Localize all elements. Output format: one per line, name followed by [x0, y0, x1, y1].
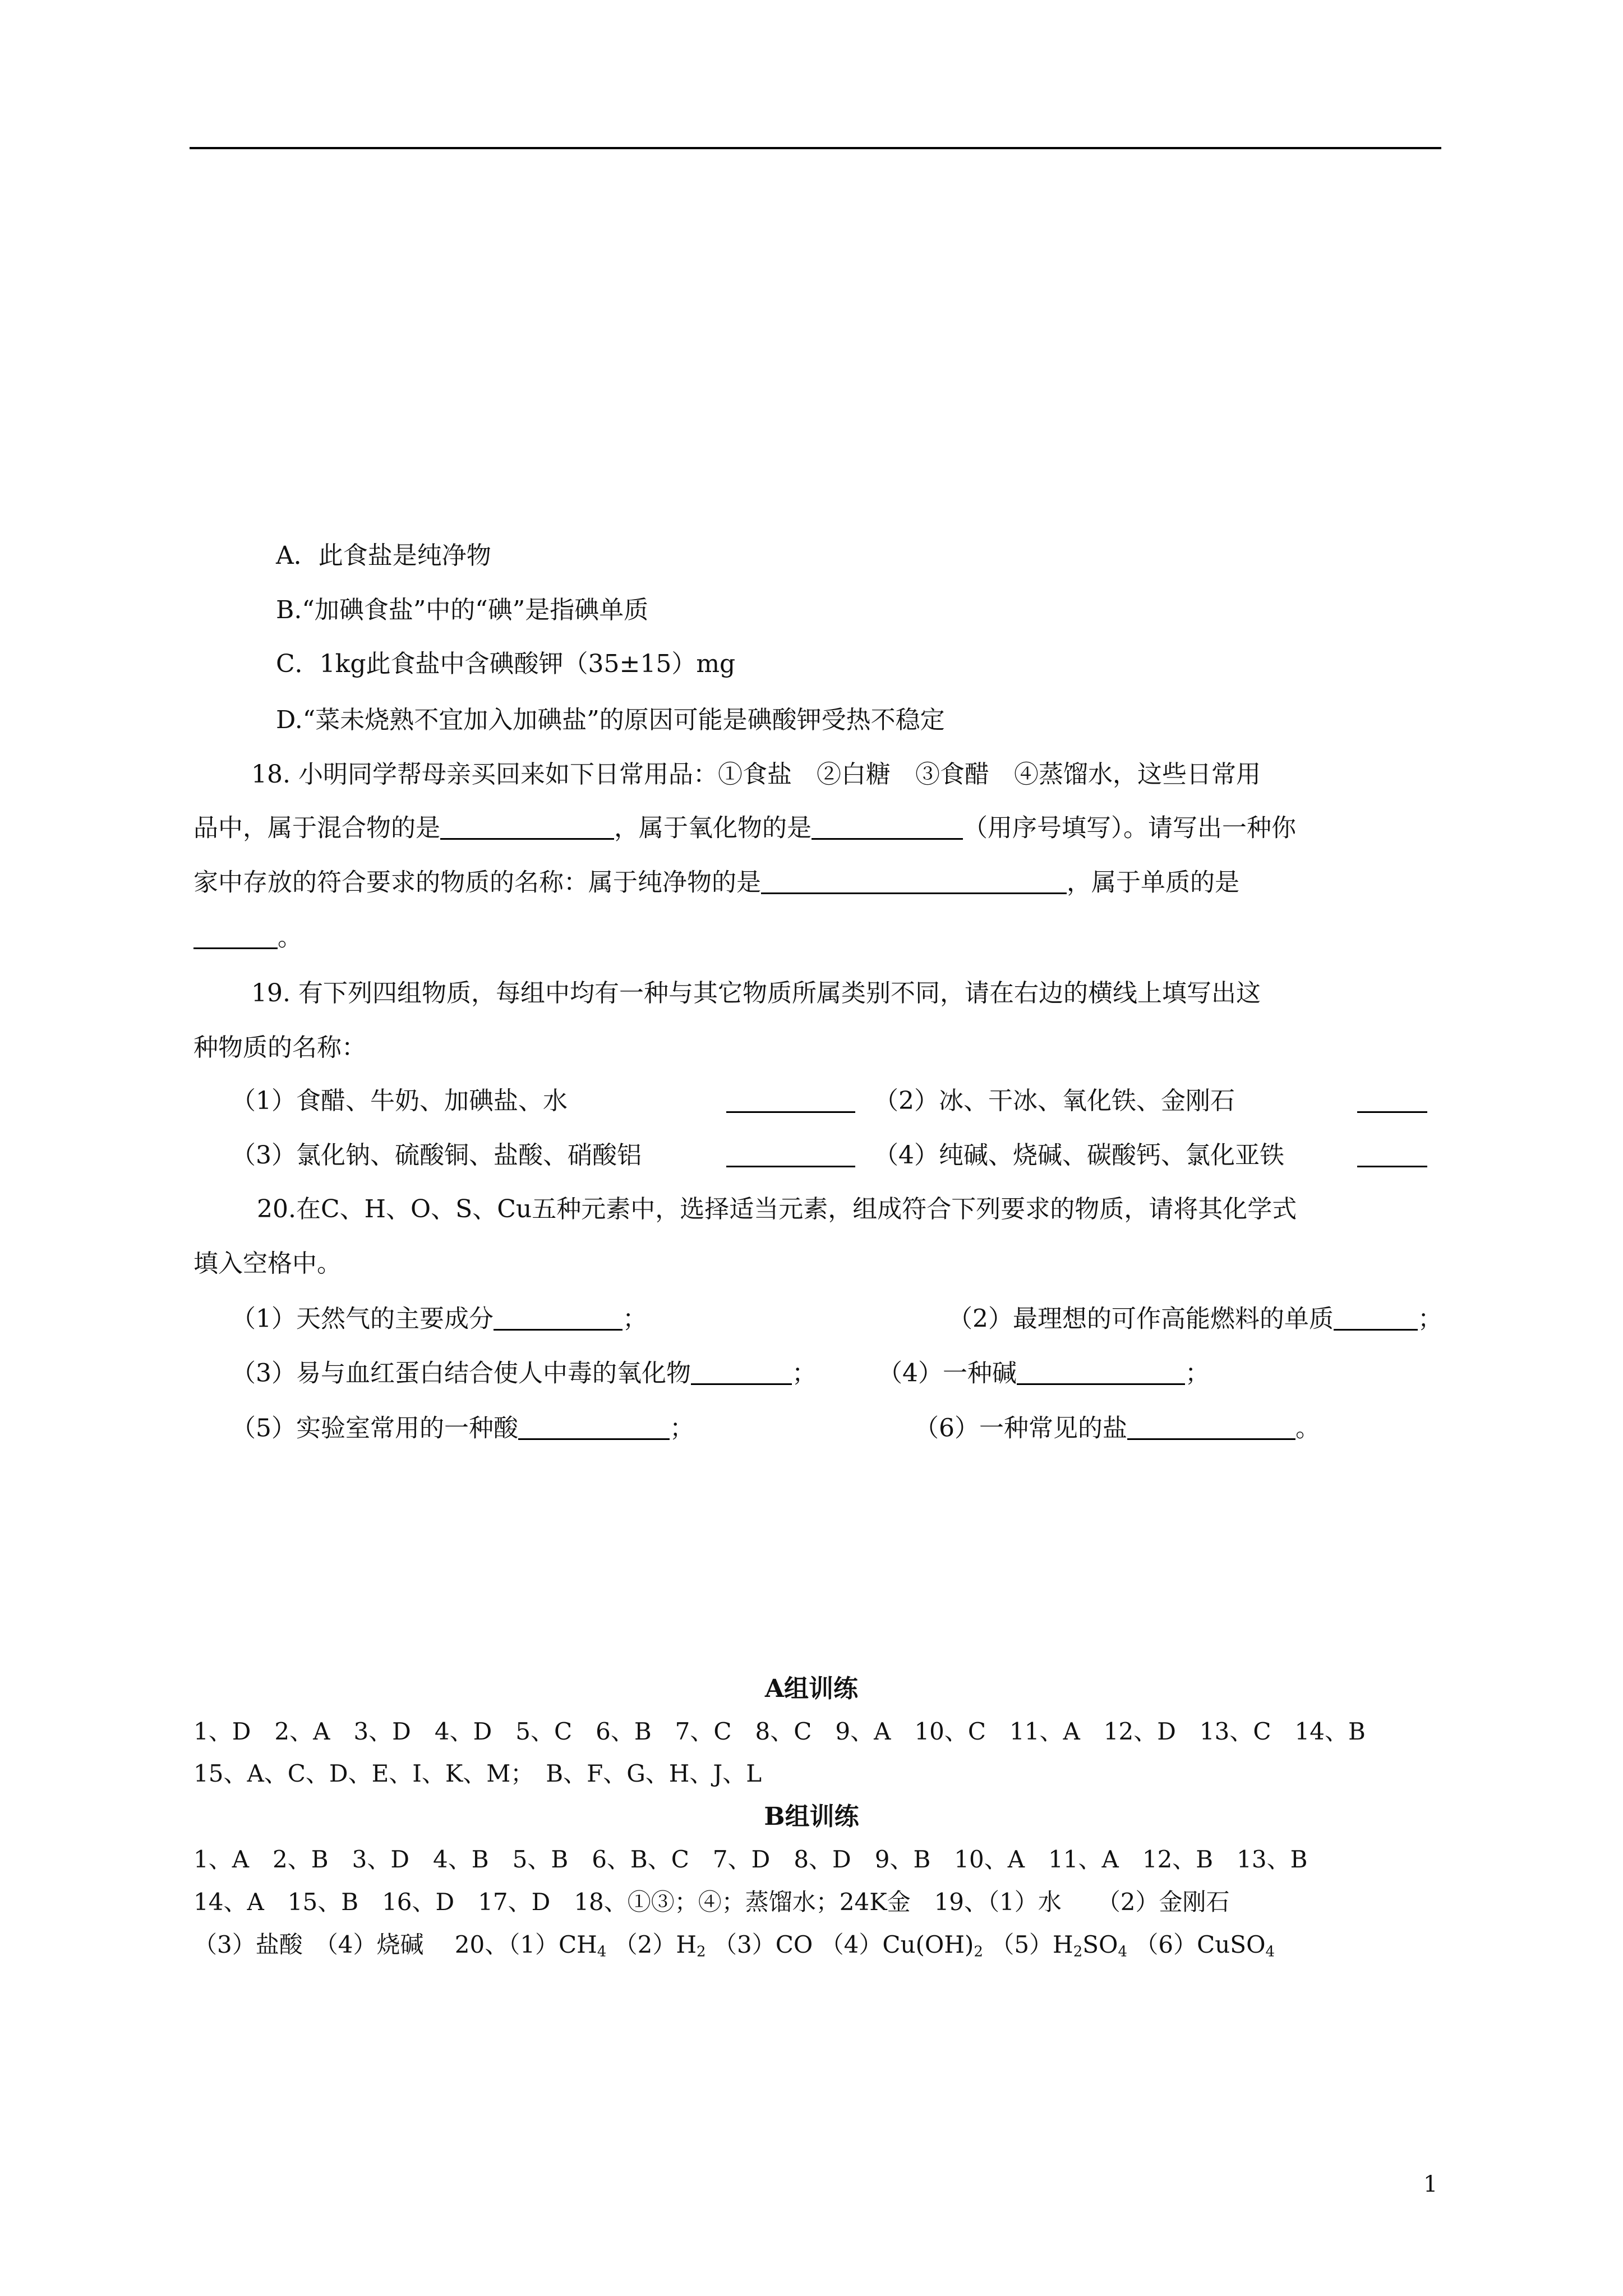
q18-line2 [193, 813, 1296, 843]
q18-text-element: ，属于单质的是 [1067, 868, 1239, 897]
q19-blank-1-wrap [726, 1087, 855, 1116]
q18-line1: 18. 小明同学帮母亲买回来如下日常用品：①食盐 ②白糖 ③食醋 ④蒸馏水，这些日常用 [251, 760, 1261, 789]
answers-b-p4: （4） [820, 1931, 883, 1958]
q20-sep-2: ； [1418, 1304, 1442, 1333]
answer-blank-q19-2[interactable] [1357, 1087, 1427, 1113]
answers-a-line2: 15、A、C、D、E、I、K、M； B、F、G、H、J、L [193, 1760, 762, 1787]
answer-blank-element[interactable] [193, 923, 278, 949]
q19-blank-3-wrap [726, 1141, 855, 1171]
q19-line2: 种物质的名称： [193, 1033, 366, 1062]
answers-b-title: B组训练 [764, 1802, 859, 1831]
answers-b-line2: 14、A 15、B 16、D 17、D 18、①③；④；蒸馏水；24K金 19、（1）水 （2）金刚石 [193, 1888, 1230, 1916]
answer-blank-q20-2[interactable] [1334, 1304, 1418, 1331]
q20-item-5 [231, 1414, 694, 1443]
q19-line1: 19. 有下列四组物质，每组中均有一种与其它物质所属类别不同，请在右边的横线上填写出这 [251, 979, 1261, 1007]
header-rule [190, 147, 1441, 149]
q20-item-1-label: （1）天然气的主要成分 [231, 1304, 494, 1333]
page-number: 1 [1423, 2171, 1438, 2197]
q20-line1: 20.在C、H、O、S、Cu五种元素中，选择适当元素，组成符合下列要求的物质，请将其化学式 [257, 1195, 1297, 1223]
q20-item-2-label: （2）最理想的可作高能燃料的单质 [948, 1304, 1334, 1333]
answers-b-p2: （2） [614, 1931, 676, 1958]
answers-b-p6: （6） [1135, 1931, 1197, 1958]
q20-item-3-label: （3）易与血红蛋白结合使人中毒的氧化物 [231, 1359, 691, 1388]
answer-blank-q20-1[interactable] [494, 1304, 623, 1331]
q20-item-2 [948, 1304, 1442, 1334]
q18-line4 [193, 923, 302, 953]
q19-item-3-part1: （3）氯化钠、硫酸铜、盐酸、 [231, 1141, 568, 1170]
q18-line3 [193, 868, 1239, 898]
q19-item-1: （1）食醋、牛奶、加碘盐、水 [231, 1087, 568, 1115]
answer-blank-mixture[interactable] [440, 813, 614, 840]
formula-co: CO [775, 1931, 813, 1958]
q20-item-4-label: （4）一种碱 [878, 1359, 1017, 1388]
q18-text-oxide: ，属于氧化物的是 [614, 813, 811, 843]
answer-blank-q20-5[interactable] [518, 1414, 670, 1440]
q19-item-3 [231, 1141, 642, 1171]
q20-item-1 [231, 1304, 647, 1334]
formula-h2so4: $H_2SO_4$ [1053, 1931, 1128, 1961]
q19-blank-4-wrap [1357, 1141, 1427, 1171]
q18-text-hint: （用序号填写）。请写出一种你 [963, 813, 1296, 843]
q19-item-4: （4）纯碱、烧碱、碳酸钙、氯化亚铁 [874, 1141, 1284, 1170]
formula-cuso4: CuSO$_4$ [1197, 1931, 1275, 1961]
answer-blank-q19-3[interactable] [726, 1141, 855, 1167]
q20-item-5-label: （5）实验室常用的一种酸 [231, 1414, 518, 1443]
formula-cuoh2: $Cu(OH)_2$ [882, 1931, 983, 1961]
answers-b-line3 [193, 1931, 1275, 1961]
option-c: C．1kg此食盐中含碘酸钾（35±15）mg [276, 650, 736, 678]
option-b: B.“加碘食盐”中的“碘”是指碘单质 [276, 596, 649, 624]
q19-blank-2-wrap [1357, 1087, 1427, 1116]
answer-blank-q19-4[interactable] [1357, 1141, 1427, 1167]
q18-end: 。 [278, 923, 302, 952]
answer-blank-oxide[interactable] [811, 813, 963, 840]
formula-h2: $H_2$ [676, 1931, 706, 1961]
q20-line2: 填入空格中。 [193, 1249, 342, 1278]
option-a: A．此食盐是纯净物 [276, 541, 491, 570]
answer-blank-q19-1[interactable] [726, 1087, 855, 1113]
answers-b-line1: 1、A 2、B 3、D 4、B 5、B 6、B、C 7、D 8、D 9、B 10、A 11、A 12、B 13、B [193, 1846, 1308, 1873]
q20-item-4 [878, 1359, 1210, 1388]
answers-a-line1: 1、D 2、A 3、D 4、D 5、C 6、B 7、C 8、C 9、A 10、C 11、A 12、D 13、C 14、B [193, 1718, 1366, 1745]
q20-sep-5: ； [670, 1414, 694, 1443]
q20-sep-1: ； [623, 1304, 647, 1333]
formula-ch4: $CH_4$ [558, 1931, 607, 1961]
q19-item-3-part2: 硝酸铝 [568, 1141, 642, 1170]
answer-blank-q20-6[interactable] [1127, 1414, 1295, 1440]
answers-b-p3: （3） [713, 1931, 776, 1958]
q20-item-6 [914, 1414, 1320, 1443]
answers-b-line3-prefix: （3）盐酸 （4）烧碱 20、（1） [193, 1931, 559, 1958]
option-d: D.“菜未烧熟不宜加入加碘盐”的原因可能是碘酸钾受热不稳定 [276, 706, 945, 734]
q20-end: 。 [1295, 1414, 1320, 1443]
q20-sep-4: ； [1185, 1359, 1210, 1388]
answer-blank-pure[interactable] [761, 868, 1067, 894]
q20-item-6-label: （6）一种常见的盐 [914, 1414, 1127, 1443]
answers-a-title: A组训练 [764, 1674, 859, 1703]
q19-item-2: （2）冰、干冰、氧化铁、金刚石 [874, 1087, 1235, 1115]
answer-blank-q20-4[interactable] [1017, 1359, 1185, 1385]
q18-text-mixture: 品中，属于混合物的是 [193, 813, 440, 843]
answers-b-p5: （5） [990, 1931, 1053, 1958]
answer-blank-q20-3[interactable] [691, 1359, 792, 1385]
q20-item-3 [231, 1359, 817, 1388]
q18-text-pure: 家中存放的符合要求的物质的名称：属于纯净物的是 [193, 868, 761, 897]
q20-sep-3: ； [792, 1359, 817, 1388]
